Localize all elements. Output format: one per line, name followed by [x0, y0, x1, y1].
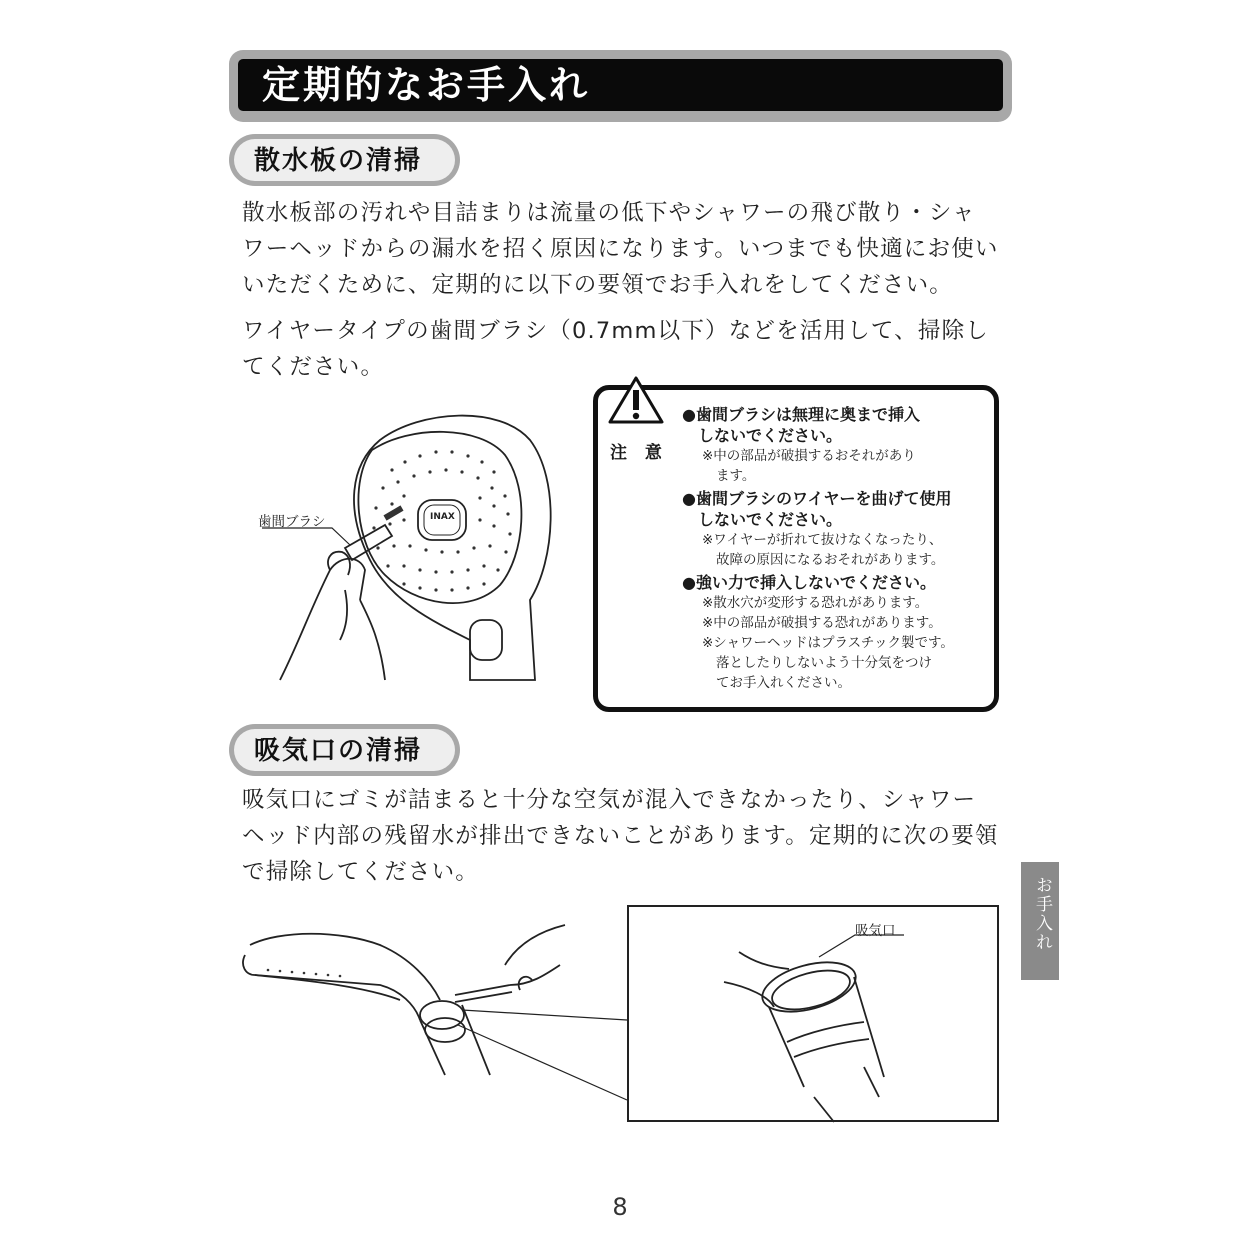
caution-head-line: しないでください。 — [698, 510, 843, 529]
text-line: ヘッド内部の残留水が排出できないことがあります。定期的に次の要領 — [242, 823, 999, 849]
caution-note-line: ます。 — [716, 468, 756, 484]
caution-note-line: ※中の部品が破損するおそれがあり — [702, 448, 916, 464]
brush-label: 歯間ブラシ — [258, 514, 326, 530]
text-line: いただくために、定期的に以下の要領でお手入れをしてください。 — [242, 272, 954, 298]
text-line: 吸気口にゴミが詰まると十分な空気が混入できなかったり、シャワー — [242, 787, 977, 813]
section-heading-text: 吸気口の清掃 — [254, 736, 423, 766]
caution-head-line: しないでください。 — [698, 426, 843, 445]
air-inlet-label: 吸気口 — [855, 923, 896, 939]
caution-head-line: ●強い力で挿入しないでください。 — [682, 573, 936, 592]
text-line: 散水板部の汚れや目詰まりは流量の低下やシャワーの飛び散り・シャ — [242, 200, 976, 226]
caution-label: 注 意 — [610, 443, 668, 463]
caution-note-line: てお手入れください。 — [716, 675, 851, 691]
caution-note-line: 落としたりしないよう十分気をつけ — [716, 655, 932, 671]
caution-note-line: ※中の部品が破損する恐れがあります。 — [702, 615, 942, 631]
caution-head-line: ●歯間ブラシのワイヤーを曲げて使用 — [682, 489, 952, 508]
brand-logo: INAX — [430, 512, 455, 522]
caution-head-line: ●歯間ブラシは無理に奥まで挿入 — [682, 405, 920, 424]
caution-note-line: ※散水穴が変形する恐れがあります。 — [702, 595, 929, 611]
text-line: で掃除してください。 — [242, 859, 480, 885]
text-line: ワイヤータイプの歯間ブラシ（0.7mm以下）などを活用して、掃除し — [242, 318, 989, 344]
air-inlet-detail-frame — [627, 905, 999, 1122]
side-tab-label: お手入れ — [1032, 876, 1052, 952]
caution-note-line: 故障の原因になるおそれがあります。 — [716, 552, 945, 568]
text-line: ワーヘッドからの漏水を招く原因になります。いつまでも快適にお使い — [242, 236, 999, 262]
page-title: 定期的なお手入れ — [262, 63, 591, 107]
air-inlet-detail-drawing — [629, 907, 1001, 1124]
caution-note-line: ※シャワーヘッドはプラスチック製です。 — [702, 635, 954, 651]
caution-note-line: ※ワイヤーが折れて抜けなくなったり、 — [702, 532, 943, 548]
page-number: 8 — [612, 1193, 628, 1221]
section-heading-text: 散水板の清掃 — [254, 146, 423, 176]
text-line: てください。 — [242, 354, 385, 380]
